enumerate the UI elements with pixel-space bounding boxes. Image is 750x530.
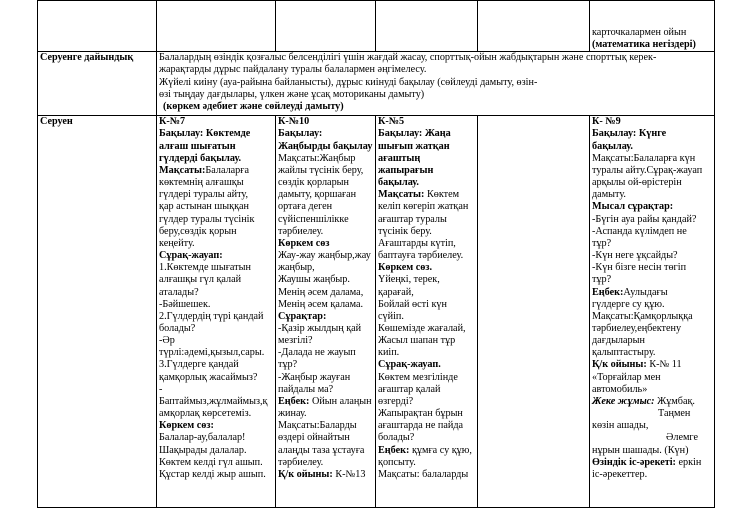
cell-text-line: -Күн неге ұқсайды? bbox=[592, 250, 678, 262]
cell-text-line: Бойлай өсті күн bbox=[378, 298, 447, 310]
cell-text-line: Мақсаты: Көктем bbox=[378, 189, 460, 201]
prep-line: Балалардың өзіндік қозғалыс белсенділігі үшін жағдай жасау, спорттық-ойын жабдықтарын және спорттық керек- bbox=[159, 52, 657, 64]
cell-text-line: автомобиль» bbox=[592, 383, 648, 395]
prep-content bbox=[157, 52, 715, 116]
cell-text-line: дамыту, қоршаған bbox=[278, 189, 357, 201]
cell-text-line: аталады? bbox=[159, 286, 199, 298]
cell-text-line: дағдыларын bbox=[592, 335, 645, 347]
table-row-prep bbox=[38, 52, 715, 116]
game-note-subject: (математика негіздері) bbox=[592, 39, 696, 51]
cell-text-line: К- №9 bbox=[592, 116, 621, 128]
schedule-table bbox=[37, 0, 715, 508]
cell-text-line: ағаштар туралы bbox=[378, 213, 447, 225]
table-row-walk bbox=[38, 116, 715, 508]
cell-text-line: Сұрақтар: bbox=[278, 310, 327, 322]
walk-col-4 bbox=[478, 116, 590, 508]
cell-text-line: Көркем сөз bbox=[278, 237, 330, 249]
prep-line: Жүйелі киіну (ауа-райына байланысты), дұрыс киінуді бақылау (сөйлеуді дамыту, өзін- bbox=[159, 76, 538, 88]
cell-text-line: гүлдері туралы айту, bbox=[159, 189, 249, 201]
cell-text-line: жайлы түсінік беру, bbox=[278, 164, 364, 176]
cell-empty bbox=[376, 1, 478, 52]
cell-text-line: тәрбиелеу,еңбектену bbox=[592, 322, 682, 334]
cell-text-line: тұр? bbox=[592, 274, 612, 286]
walk-col-2 bbox=[276, 116, 376, 508]
cell-text-line: шығып жатқан bbox=[378, 140, 450, 152]
cell-text-line: К-№5 bbox=[378, 116, 405, 128]
cell-text-line: қар астынан шыққан bbox=[159, 201, 249, 213]
cell-text-line: тәрбиелеу. bbox=[278, 456, 324, 468]
cell-text-line: ортаға деген bbox=[278, 201, 333, 213]
cell-text-line: Менің әсем далама, bbox=[278, 286, 364, 298]
cell-text-line: гүлдерді бақылау. bbox=[159, 152, 242, 164]
cell-text-line: Еңбек:Аулыдағы bbox=[592, 286, 668, 298]
row-label-prep: Серуенге дайындық bbox=[38, 52, 157, 116]
cell-text-line: Көктем келді гүл ашып. bbox=[159, 456, 263, 468]
cell-text-line: пайдалы ма? bbox=[278, 383, 334, 395]
cell-text-line: Таңмен bbox=[658, 408, 691, 420]
cell-text-line: Бақылау: Көктемде bbox=[159, 128, 251, 140]
cell-text-line: көзін ашады, bbox=[592, 420, 649, 432]
cell-text-line: беру,сөздік қорын bbox=[159, 225, 237, 237]
cell-text-line: Жеке жұмыс: Жұмбақ. bbox=[592, 395, 695, 407]
cell-text-line: іс-әрекеттер. bbox=[592, 468, 648, 480]
cell-text-line: алғашқы гүл қалай bbox=[159, 274, 242, 286]
cell-text-line: Сұрақ-жауап: bbox=[159, 250, 223, 262]
cell-text-line: ағаштың bbox=[378, 152, 421, 164]
cell-text-line: Шақырады далалар. bbox=[159, 444, 247, 456]
cell-text-line: 1.Көктемде шығатын bbox=[159, 262, 251, 274]
cell-text-line: Жаушы жаңбыр. bbox=[278, 274, 350, 286]
cell-text-line: Менің әсем қалама. bbox=[278, 298, 364, 310]
prep-subject: (көркем әдебиет және сөйлеуді дамыту) bbox=[163, 100, 344, 112]
cell-text-line: К-№10 bbox=[278, 116, 310, 128]
cell-game-note bbox=[590, 1, 715, 52]
cell-text-line: жинау. bbox=[278, 408, 307, 420]
cell-text-line: Бақылау: Күнге bbox=[592, 128, 667, 140]
cell-text-line: тәрбиелеу. bbox=[278, 225, 324, 237]
cell-text-line: тұр? bbox=[278, 359, 298, 371]
cell-text-line: Бақылау: Жаңа bbox=[378, 128, 451, 140]
cell-text-line: сүйіспеншілікке bbox=[278, 213, 349, 225]
cell-text-line: Сұрақ-жауап. bbox=[378, 359, 441, 371]
cell-text-line: Үйеңкі, терек, bbox=[378, 274, 440, 286]
cell-text-line: 3.Гүлдерге қандай bbox=[159, 359, 239, 371]
cell-text-line: гүлдерге су құю. bbox=[592, 298, 665, 310]
cell-text-line: өздері ойнайтын bbox=[278, 432, 350, 444]
cell-empty bbox=[38, 1, 157, 52]
cell-text-line: қамқорлық жасаймыз? bbox=[159, 371, 258, 383]
cell-text-line: көктемнің алғашқы bbox=[159, 177, 244, 189]
cell-text-line: Қ/к ойыны: К-№13 bbox=[278, 468, 366, 480]
cell-text-line: Мысал сұрақтар: bbox=[592, 201, 674, 213]
cell-text-line: дамыту. bbox=[592, 189, 626, 201]
cell-text-line: қалыптастыру. bbox=[592, 347, 656, 359]
prep-line: жарақтарды дұрыс пайдалану туралы балалармен әңгімелесу. bbox=[159, 64, 427, 76]
cell-text-line: Көктем мезгілінде bbox=[378, 371, 458, 383]
cell-text-line: 2.Гүлдердің түрі қандай bbox=[159, 310, 264, 322]
row-label-walk: Серуен bbox=[38, 116, 157, 508]
cell-text-line: - bbox=[159, 383, 163, 395]
cell-text-line: кеңейту. bbox=[159, 237, 195, 249]
walk-col-5 bbox=[590, 116, 715, 508]
cell-empty bbox=[157, 1, 276, 52]
cell-text-line: гүлдер туралы түсінік bbox=[159, 213, 255, 225]
cell-text-line: Еңбек: құмға су құю, bbox=[378, 444, 472, 456]
prep-line: өзі тыңдау дағдылары, үлкен және ұсақ моториканы дамыту) bbox=[159, 88, 425, 100]
cell-text-line: болады? bbox=[159, 322, 196, 334]
cell-text-line: Ағаштарды күтіп, bbox=[378, 237, 456, 249]
cell-text-line: Көшемізде жағалай, bbox=[378, 322, 466, 334]
cell-text-line: түрлі:әдемі,қызыл,сары. bbox=[159, 347, 265, 359]
cell-text-line: Баптаймыз,жұлмаймыз,қ bbox=[159, 395, 268, 407]
cell-text-line: баптауға тәрбиелеу. bbox=[378, 250, 464, 262]
cell-text-line: -Әр bbox=[159, 335, 175, 347]
cell-text-line: Құстар келді жыр ашып. bbox=[159, 468, 266, 480]
game-note-line: карточкалармен ойын bbox=[592, 27, 687, 38]
cell-text-line: Жапырақтан бұрын bbox=[378, 408, 463, 420]
cell-text-line: Өзіндік іс-әрекеті: еркін bbox=[592, 456, 702, 468]
cell-text-line: сүйіп. bbox=[378, 310, 404, 322]
cell-text-line: Әлемге bbox=[666, 432, 698, 444]
cell-text-line: қарағай, bbox=[378, 286, 414, 298]
cell-text-line: алғаш шығатын bbox=[159, 140, 236, 152]
cell-empty bbox=[276, 1, 376, 52]
cell-text-line: К-№7 bbox=[159, 116, 186, 128]
cell-text-line: келіп көгеріп жатқан bbox=[378, 201, 469, 213]
cell-text-line: тұр? bbox=[592, 237, 612, 249]
cell-text-line: Мақсаты:Баларды bbox=[278, 420, 357, 432]
walk-col-3 bbox=[376, 116, 478, 508]
cell-empty bbox=[478, 1, 590, 52]
cell-text-line: Мақсаты:Қамқорлыққа bbox=[592, 310, 693, 322]
cell-text-line: -Бүгін ауа райы қандай? bbox=[592, 213, 697, 225]
cell-text-line: жаңбыр, bbox=[278, 262, 315, 274]
cell-text-line: Мақсаты:Жаңбыр bbox=[278, 152, 356, 164]
cell-text-line: Мақсаты:Балаларға bbox=[159, 164, 249, 176]
cell-text-line: ағаштар қалай bbox=[378, 383, 441, 395]
cell-text-line: ағаштарда не пайда bbox=[378, 420, 464, 432]
cell-text-line: нұрын шашады. (Күн) bbox=[592, 444, 689, 456]
cell-text-line: болады? bbox=[378, 432, 415, 444]
cell-text-line: Қ/к ойыны: К-№ 11 bbox=[592, 359, 682, 371]
cell-text-line: бақылау. bbox=[592, 140, 633, 152]
cell-text-line: жапырағын bbox=[378, 164, 434, 176]
cell-text-line: -Аспанда күлімдеп не bbox=[592, 225, 687, 237]
cell-text-line: арқылы ой-өрістерін bbox=[592, 177, 682, 189]
cell-text-line: Бақылау: bbox=[278, 128, 323, 140]
cell-text-line: бақылау. bbox=[378, 177, 419, 189]
cell-text-line: -Бәйшешек. bbox=[159, 298, 211, 310]
cell-text-line: туралы айту.Сұрақ-жауап bbox=[592, 164, 703, 176]
cell-text-line: -Жаңбыр жауған bbox=[278, 371, 351, 383]
cell-text-line: Жасыл шапан тұр bbox=[378, 335, 456, 347]
cell-text-line: Мақсаты:Балаларға күн bbox=[592, 152, 696, 164]
cell-text-line: -Күн бізге несін төгіп bbox=[592, 262, 687, 274]
cell-text-line: алаңды таза ұстауға bbox=[278, 444, 365, 456]
cell-text-line: -Далада не жауып bbox=[278, 347, 356, 359]
cell-text-line: Еңбек: Ойын алаңын bbox=[278, 395, 372, 407]
cell-text-line: қопсыту. bbox=[378, 456, 416, 468]
cell-text-line: Көркем сөз. bbox=[378, 262, 433, 274]
cell-text-line: киіп. bbox=[378, 347, 400, 359]
cell-text-line: Көркем сөз: bbox=[159, 420, 214, 432]
cell-text-line: -Қазір жылдың қай bbox=[278, 322, 362, 334]
table-row-top bbox=[38, 1, 715, 52]
cell-text-line: амқорлақ көрсетеміз. bbox=[159, 408, 252, 420]
cell-text-line: Мақсаты: балаларды bbox=[378, 468, 469, 480]
cell-text-line: мезгілі? bbox=[278, 335, 313, 347]
cell-text-line: Балалар-ау,балалар! bbox=[159, 432, 246, 444]
cell-text-line: «Торғайлар мен bbox=[592, 371, 661, 383]
cell-text-line: өзгерді? bbox=[378, 395, 414, 407]
walk-col-1 bbox=[157, 116, 276, 508]
cell-text-line: түсінік беру. bbox=[378, 225, 432, 237]
cell-text-line: сөздік қорларын bbox=[278, 177, 349, 189]
cell-text-line: Жаңбырды бақылау bbox=[278, 140, 373, 152]
cell-text-line: Жау-жау жаңбыр,жау bbox=[278, 250, 371, 262]
